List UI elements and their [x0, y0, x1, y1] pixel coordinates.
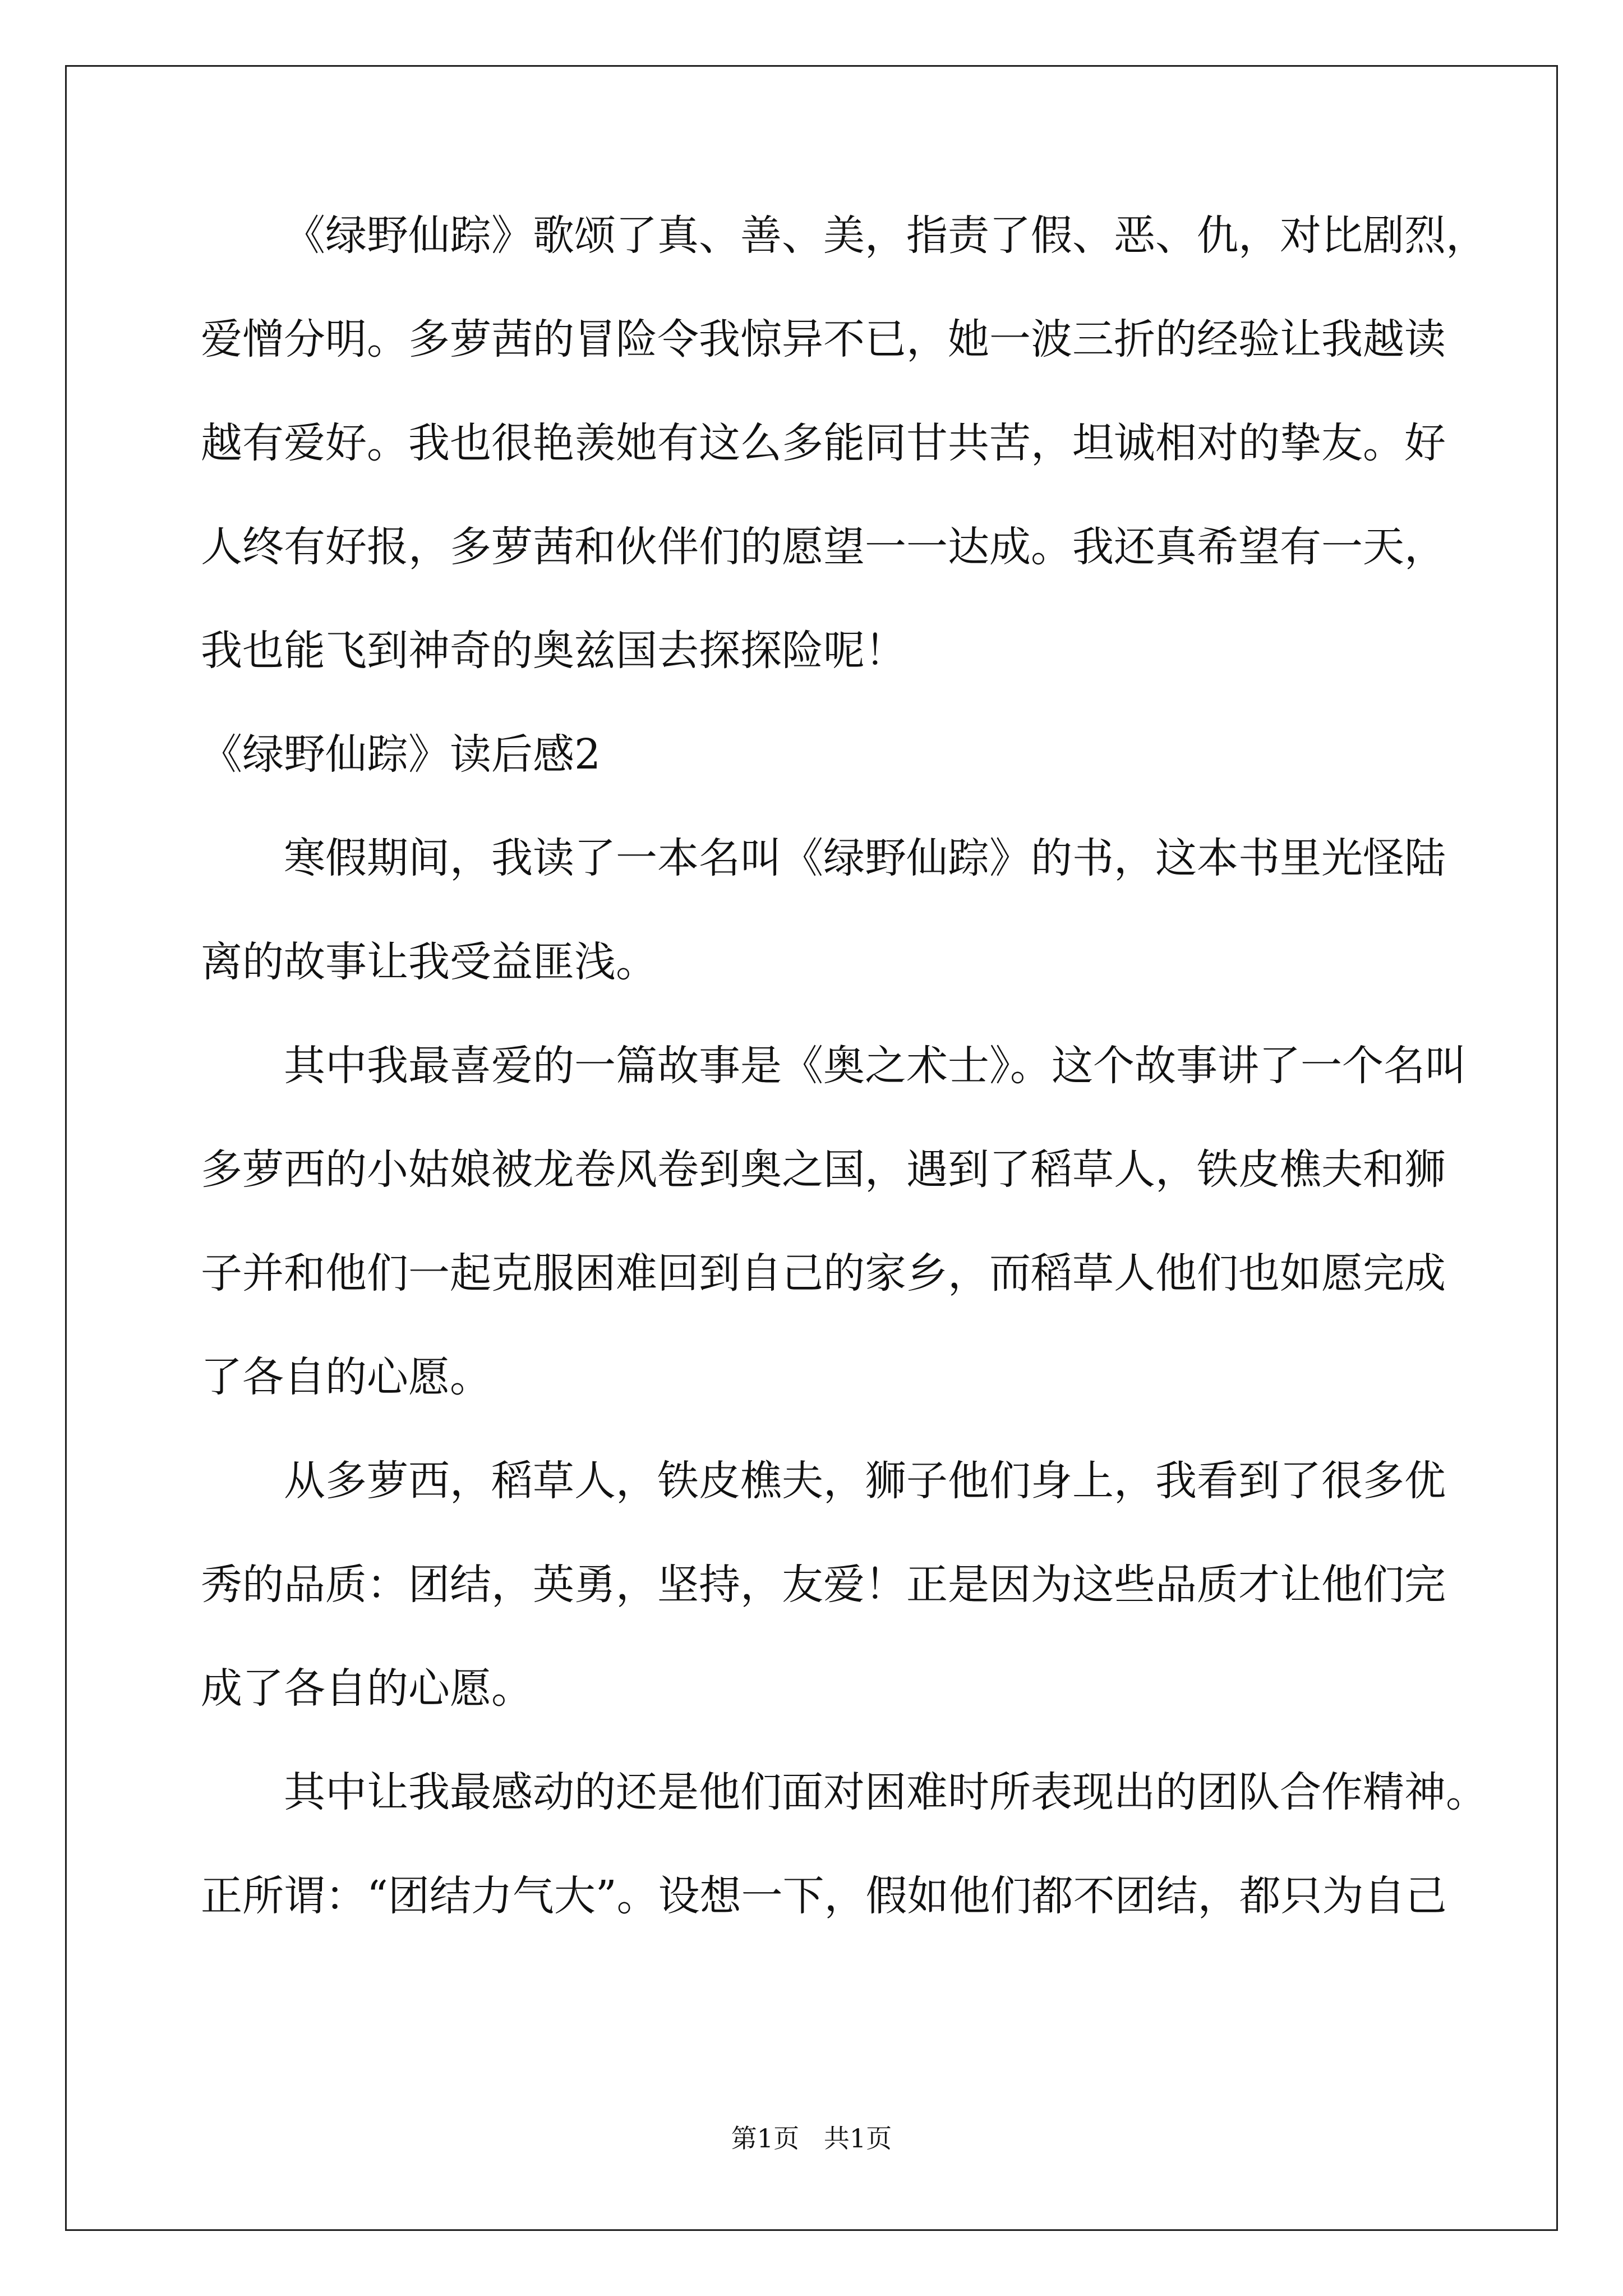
- paragraph-line: 《绿野仙踪》歌颂了真、善、美，指责了假、恶、仇，对比剧烈，: [284, 211, 1487, 260]
- paragraph-line: 人终有好报，多萝茜和伙伴们的愿望一一达成。我还真希望有一天，: [201, 523, 1446, 571]
- page-footer: 第1页 共1页: [731, 2123, 892, 2154]
- paragraph-line: 了各自的心愿。: [201, 1353, 491, 1401]
- paragraph-line: 寒假期间，我读了一本名叫《绿野仙踪》的书，这本书里光怪陆: [284, 834, 1446, 882]
- paragraph-line: 其中让我最感动的还是他们面对困难时所表现出的团队合作精神。: [284, 1768, 1487, 1816]
- paragraph-line: 子并和他们一起克服困难回到自己的家乡，而稻草人他们也如愿完成: [201, 1249, 1446, 1297]
- paragraph-line: 成了各自的心愿。: [201, 1664, 533, 1713]
- paragraph-line: 秀的品质：团结，英勇，坚持，友爱！正是因为这些品质才让他们完: [201, 1561, 1446, 1609]
- paragraph-line: 正所谓：“团结力气大”。设想一下，假如他们都不团结，都只为自己: [201, 1872, 1447, 1920]
- section-heading: 《绿野仙踪》读后感2: [201, 730, 601, 779]
- paragraph-line: 我也能飞到神奇的奥兹国去探探险呢！: [201, 627, 906, 675]
- paragraph-line: 从多萝西，稻草人，铁皮樵夫，狮子他们身上，我看到了很多优: [284, 1457, 1446, 1505]
- paragraph-line: 爱憎分明。多萝茜的冒险令我惊异不已，她一波三折的经验让我越读: [201, 315, 1446, 364]
- paragraph-line: 越有爱好。我也很艳羡她有这么多能同甘共苦，坦诚相对的挚友。好: [201, 419, 1446, 467]
- paragraph-line: 其中我最喜爱的一篇故事是《奥之术士》。这个故事讲了一个名叫: [284, 1042, 1467, 1090]
- paragraph-line: 多萝西的小姑娘被龙卷风卷到奥之国，遇到了稻草人，铁皮樵夫和狮: [201, 1145, 1446, 1194]
- paragraph-line: 离的故事让我受益匪浅。: [201, 938, 657, 986]
